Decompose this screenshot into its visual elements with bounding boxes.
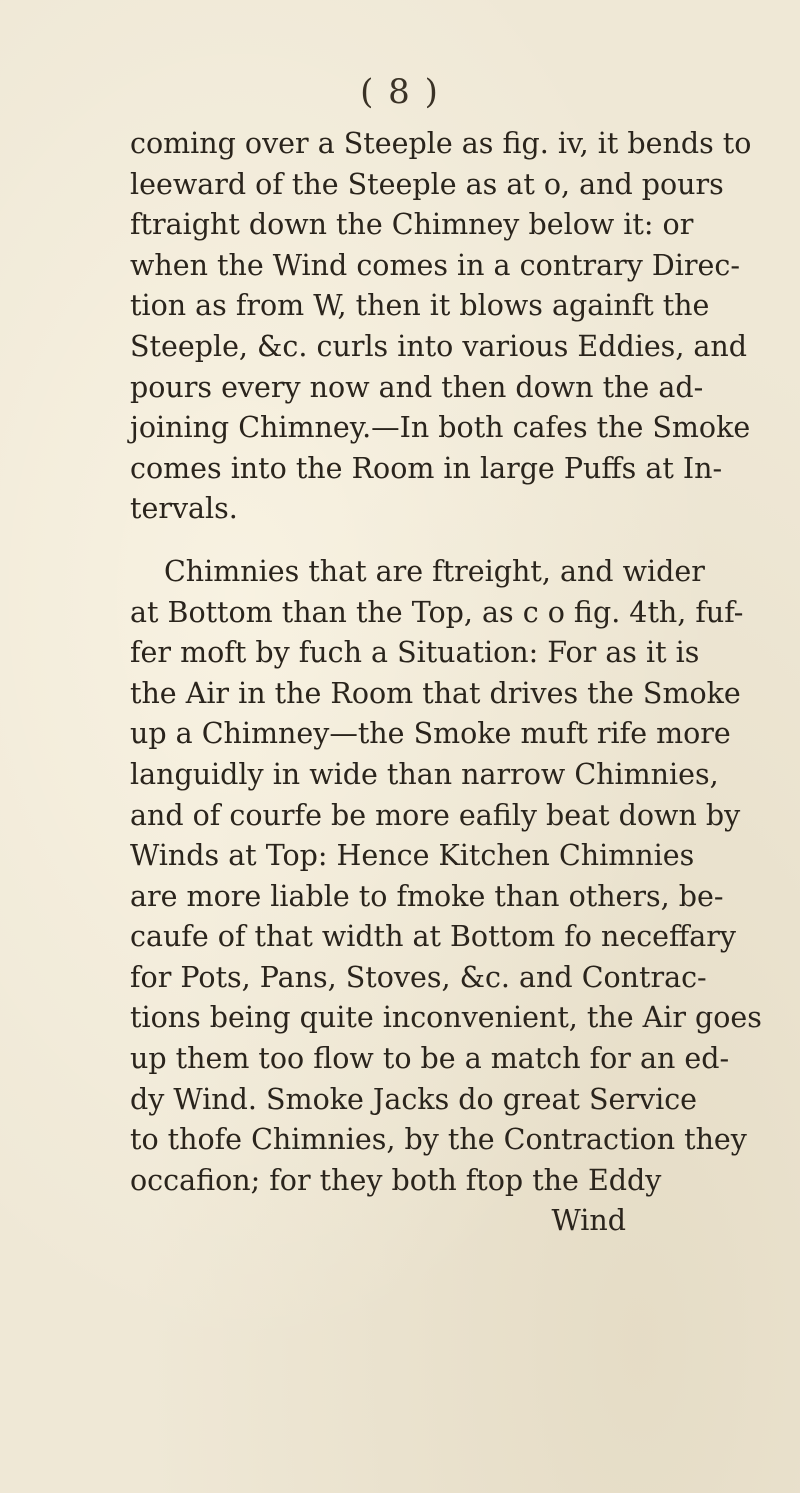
paragraph-break <box>130 530 626 552</box>
text-line: leeward of the Steeple as at o, and pours <box>130 167 724 201</box>
text-line: and of courfe be more eafily beat down by <box>130 798 741 832</box>
text-line: Steeple, &c. curls into various Eddies, and <box>130 329 748 363</box>
text-line: tervals. <box>130 492 238 526</box>
text-line: Chimnies that are ftreight, and wider <box>164 554 705 588</box>
text-line: pours every now and then down the ad- <box>130 370 704 404</box>
text-line: for Pots, Pans, Stoves, &c. and Contrac- <box>130 960 707 994</box>
text-line: are more liable to fmoke than others, be- <box>130 879 724 913</box>
text-line: to thofe Chimnies, by the Contraction they <box>130 1123 747 1157</box>
text-line: fer moft by fuch a Situation: For as it is <box>130 636 700 670</box>
text-line: ftraight down the Chimney below it: or <box>130 208 694 242</box>
text-line: up a Chimney—the Smoke muft rife more <box>130 717 731 751</box>
page-number: ( 8 ) <box>360 72 440 112</box>
text-line: caufe of that width at Bottom fo neceffary <box>130 920 737 954</box>
text-line: tions being quite inconvenient, the Air goes <box>130 1001 762 1035</box>
text-line: at Bottom than the Top, as c o fig. 4th, fuf- <box>130 595 744 629</box>
text-line: occafion; for they both ftop the Eddy <box>130 1163 662 1197</box>
catchword: Wind <box>551 1204 626 1238</box>
text-line: languidly in wide than narrow Chimnies, <box>130 757 719 791</box>
text-line: joining Chimney.—In both cafes the Smoke <box>130 411 751 445</box>
text-line: tion as from W, then it blows againft the <box>130 289 710 323</box>
text-line: coming over a Steeple as fig. iv, it bends to <box>130 127 752 160</box>
text-line: comes into the Room in large Puffs at In- <box>130 451 723 485</box>
text-line: the Air in the Room that drives the Smoke <box>130 676 741 710</box>
text-line: when the Wind comes in a contrary Direc- <box>130 248 740 282</box>
body-text <box>130 124 762 1242</box>
text-line: dy Wind. Smoke Jacks do great Service <box>130 1082 698 1116</box>
text-line: Winds at Top: Hence Kitchen Chimnies <box>130 839 695 873</box>
text-line: up them too flow to be a match for an ed- <box>130 1042 730 1076</box>
